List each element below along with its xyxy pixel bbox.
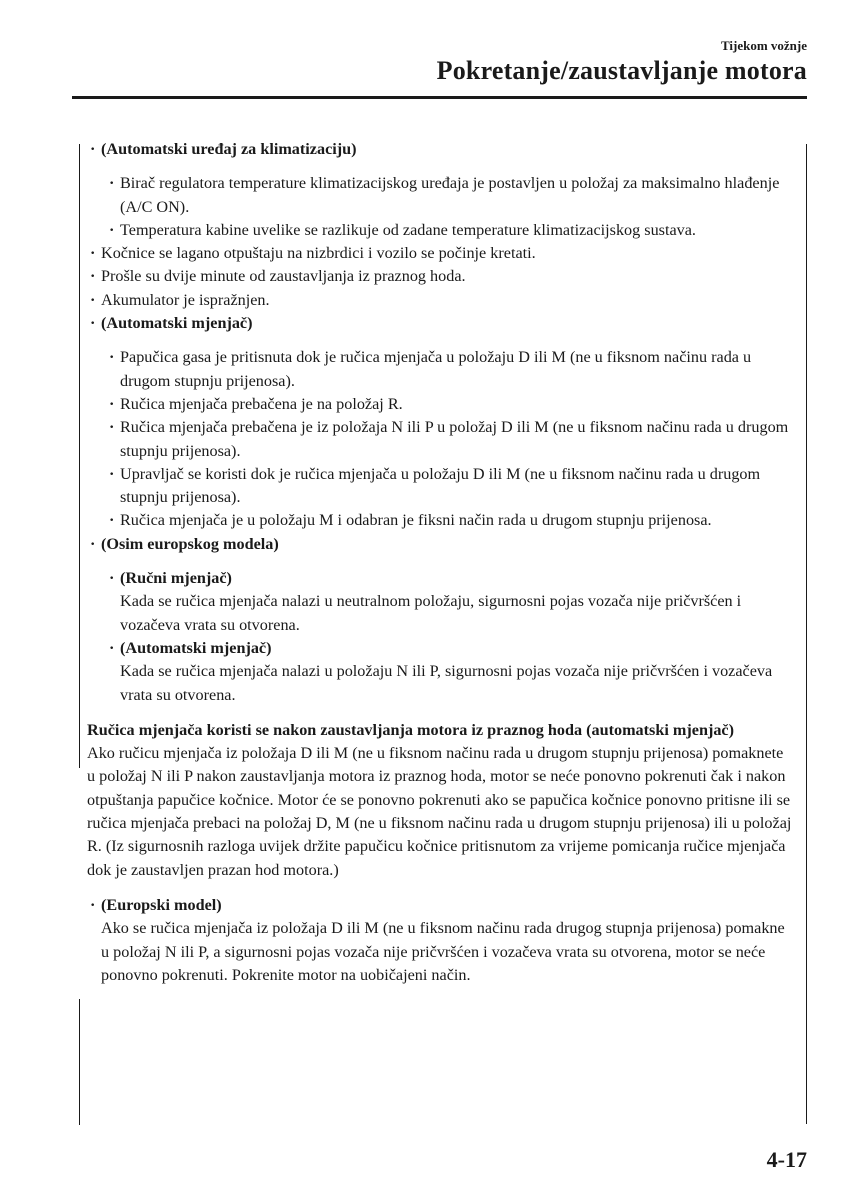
section-heading: Ručica mjenjača koristi se nakon zaustavljanja motora iz praznog hoda (automatski mjenjač)	[87, 720, 735, 739]
list-item	[87, 289, 795, 312]
list-item-text: (Automatski uređaj za klimatizaciju)	[101, 140, 357, 158]
list-item-text: Papučica gasa je pritisnuta dok je ručica mjenjača u položaju D ili M (ne u fiksnom načinu rada u drugom stupnju prijenosa).	[120, 348, 752, 390]
list-item-text: (Osim europskog modela)	[101, 534, 279, 553]
bullet: ·	[109, 464, 115, 483]
spacer	[87, 556, 795, 567]
section-body: Ako ručicu mjenjača iz položaja D ili M (ne u fiksnom načinu rada u drugom stupnju prijenosa) pomaknete u položaj N ili P nakon zaustavljanja motora iz praznog hoda, motor se neće ponovno pokrenuti čak i nakon otpuštanja papučice kočnice. Motor će se ponovno pokrenuti ako se papučica kočnice ponovno pritisne ili se ručica mjenjača prebaci na položaj D, M (ne u fiksnom načinu rada u drugom stupnju prijenosa) ili u položaj R. (Iz sigurnosnih razloga uvijek držite papučicu kočnice pritisnutom za vrijeme pomicanja ručice mjenjača dok je zaustavljen prazan hod motora.)	[87, 744, 792, 879]
bullet: ·	[109, 174, 115, 193]
bullet: ·	[90, 895, 96, 914]
sub-list-item	[87, 567, 795, 590]
bullet: ·	[109, 569, 115, 588]
list-item	[87, 894, 795, 917]
list-item-text: (Automatski mjenjač)	[101, 314, 253, 333]
bullet: ·	[90, 290, 96, 309]
list-item-text: Akumulator je ispražnjen.	[101, 290, 270, 309]
bullet: ·	[90, 314, 96, 333]
left-margin-rule-lower	[79, 999, 80, 1125]
sub-list-item	[87, 172, 795, 219]
bullet: ·	[109, 394, 115, 413]
bullet: ·	[90, 534, 96, 553]
list-item-text: Prošle su dvije minute od zaustavljanja iz praznog hoda.	[101, 267, 466, 286]
list-item-text: (Ručni mjenjač)	[120, 569, 232, 588]
list-item-text: Temperatura kabine uvelike se razlikuje od zadane temperature klimatizacijskog sustava.	[120, 220, 696, 239]
bullet: ·	[109, 511, 115, 530]
sub-list-item	[87, 637, 795, 660]
right-margin-rule	[806, 144, 807, 1124]
sub-list-item	[87, 509, 795, 532]
list-item	[87, 533, 795, 556]
sub-list-item	[87, 393, 795, 416]
bullet: ·	[109, 638, 115, 657]
list-item	[87, 265, 795, 288]
list-item-text: Ručica mjenjača prebačena je iz položaja N ili P u položaj D ili M (ne u fiksnom načinu rada u drugom stupnju prijenosa).	[120, 418, 789, 460]
bullet: ·	[109, 220, 115, 239]
section-label: Tijekom vožnje	[720, 38, 807, 53]
sub-list-item	[87, 416, 795, 463]
title-rule	[72, 96, 807, 99]
list-item-text: Ručica mjenjača je u položaju M i odabran je fiksni način rada u drugom stupnju prijenosa.	[120, 511, 712, 530]
page-number: 4-17	[766, 1147, 807, 1172]
spacer	[87, 335, 795, 346]
bullet: ·	[90, 140, 96, 158]
sub-list-item	[87, 219, 795, 242]
list-item	[87, 312, 795, 335]
list-item-text: Ručica mjenjača prebačena je na položaj R.	[120, 394, 403, 413]
list-item	[87, 242, 795, 265]
list-item-text: Kada se ručica mjenjača nalazi u neutralnom položaju, sigurnosni pojas vozača nije pričvršćen i vozačeva vrata su otvorena.	[120, 592, 742, 634]
bullet: ·	[109, 348, 115, 367]
sub-list-item	[87, 346, 795, 393]
list-item-text: Kočnice se lagano otpuštaju na nizbrdici i vozilo se počinje kretati.	[101, 244, 536, 263]
sub-list-item	[87, 463, 795, 510]
list-item-text: Birač regulatora temperature klimatizacijskog uređaja je postavljen u položaj za maksimalno hlađenje (A/C ON).	[120, 174, 780, 216]
bullet: ·	[90, 267, 96, 286]
list-item	[87, 138, 795, 161]
sub-list-text	[87, 590, 795, 637]
list-item-text: (Automatski mjenjač)	[120, 638, 272, 657]
sub-list-text	[87, 660, 795, 707]
list-item-text: Kada se ručica mjenjača nalazi u položaju N ili P, sigurnosni pojas vozača nije pričvršćen i vozačeva vrata su otvorena.	[120, 662, 773, 704]
page-title: Pokretanje/zaustavljanje motora	[436, 56, 807, 85]
page-body	[87, 138, 795, 987]
spacer	[87, 161, 795, 172]
conditions-list	[87, 138, 795, 707]
left-margin-rule	[79, 144, 80, 768]
bullet: ·	[90, 244, 96, 263]
list-item-text: Ako se ručica mjenjača iz položaja D ili M (ne u fiksnom načinu rada drugog stupnja prijenosa) pomakne u položaj N ili P, a sigurnosni pojas vozača nije pričvršćen i vozačeva vrata su otvorena, motor se neće ponovno pokrenuti. Pokrenite motor na uobičajeni način.	[101, 919, 785, 984]
bullet: ·	[109, 418, 115, 437]
list-item-text: Upravljač se koristi dok je ručica mjenjača u položaju D ili M (ne u fiksnom načinu rada u drugom stupnju prijenosa).	[120, 464, 761, 507]
list-item-label: (Europski model)	[101, 895, 222, 914]
